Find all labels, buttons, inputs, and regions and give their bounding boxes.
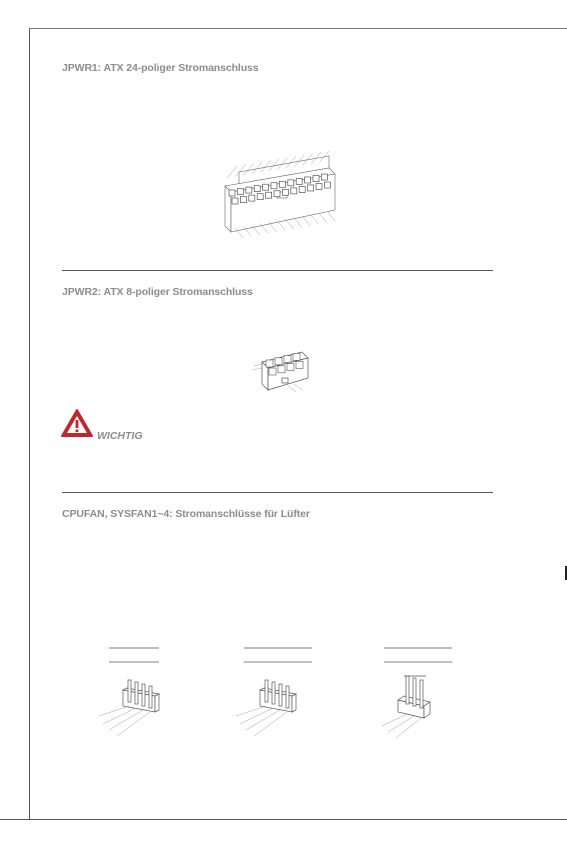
fan-connector-diagram-4pin-b bbox=[232, 640, 322, 740]
jpwr1-24pin-connector-diagram bbox=[205, 148, 350, 240]
connector-pin bbox=[313, 176, 319, 182]
pin-leader-line bbox=[285, 219, 293, 229]
connector-pin bbox=[271, 183, 277, 189]
fan-connector-diagram-3pin bbox=[372, 640, 462, 740]
pin-leader-line bbox=[319, 213, 327, 223]
pin-leader-line bbox=[294, 218, 302, 228]
connector-pin bbox=[324, 182, 330, 188]
connector-pin bbox=[305, 177, 311, 183]
connector-pin bbox=[299, 186, 305, 192]
connector-pin bbox=[308, 185, 314, 191]
connector-pin bbox=[269, 368, 276, 375]
connector-pin bbox=[263, 184, 269, 190]
page-bottom-rule bbox=[0, 819, 567, 820]
cpufan-title: CPUFAN, SYSFAN1~4: Stromanschlüsse für Lüfter bbox=[62, 508, 310, 520]
section-divider-1 bbox=[62, 270, 493, 271]
jpwr1-title: JPWR1: ATX 24-poliger Stromanschluss bbox=[62, 62, 259, 74]
connector-pin bbox=[249, 195, 255, 201]
section-divider-2 bbox=[62, 492, 493, 493]
jpwr2-8pin-connector-diagram bbox=[248, 348, 318, 396]
connector-pin bbox=[284, 356, 291, 363]
connector-pin bbox=[232, 198, 238, 204]
connector-pin bbox=[278, 366, 285, 373]
connector-pin bbox=[321, 174, 327, 180]
important-label: WICHTIG bbox=[97, 430, 143, 442]
connector-pin bbox=[266, 192, 272, 198]
connector-pin bbox=[274, 191, 280, 197]
jpwr2-title: JPWR2: ATX 8-poliger Stromanschluss bbox=[62, 286, 253, 298]
connector-pin bbox=[254, 186, 260, 192]
connector-pin bbox=[291, 188, 297, 194]
connector-pin bbox=[293, 353, 300, 360]
connector-pin bbox=[257, 194, 263, 200]
connector-pin bbox=[279, 181, 285, 187]
pin-leader-line bbox=[302, 216, 310, 226]
connector-pin bbox=[275, 358, 282, 365]
connector-pin bbox=[266, 360, 273, 367]
pin-leader-line bbox=[277, 221, 285, 231]
pin-leader-line bbox=[311, 215, 319, 225]
pin-leader-line bbox=[327, 212, 335, 222]
fan-connector-diagram-4pin bbox=[95, 640, 175, 740]
connector-pin bbox=[288, 180, 294, 186]
connector-pin bbox=[296, 361, 303, 368]
connector-pin bbox=[237, 189, 243, 195]
warning-triangle-icon bbox=[60, 408, 94, 438]
page-top-rule bbox=[29, 28, 567, 29]
connector-pin bbox=[229, 190, 235, 196]
connector-pin bbox=[287, 364, 294, 371]
connector-pin bbox=[316, 184, 322, 190]
page-left-rule bbox=[29, 28, 30, 820]
connector-pin bbox=[240, 197, 246, 203]
connector-pin bbox=[296, 178, 302, 184]
connector-pin bbox=[282, 189, 288, 195]
connector-pin bbox=[246, 187, 252, 193]
